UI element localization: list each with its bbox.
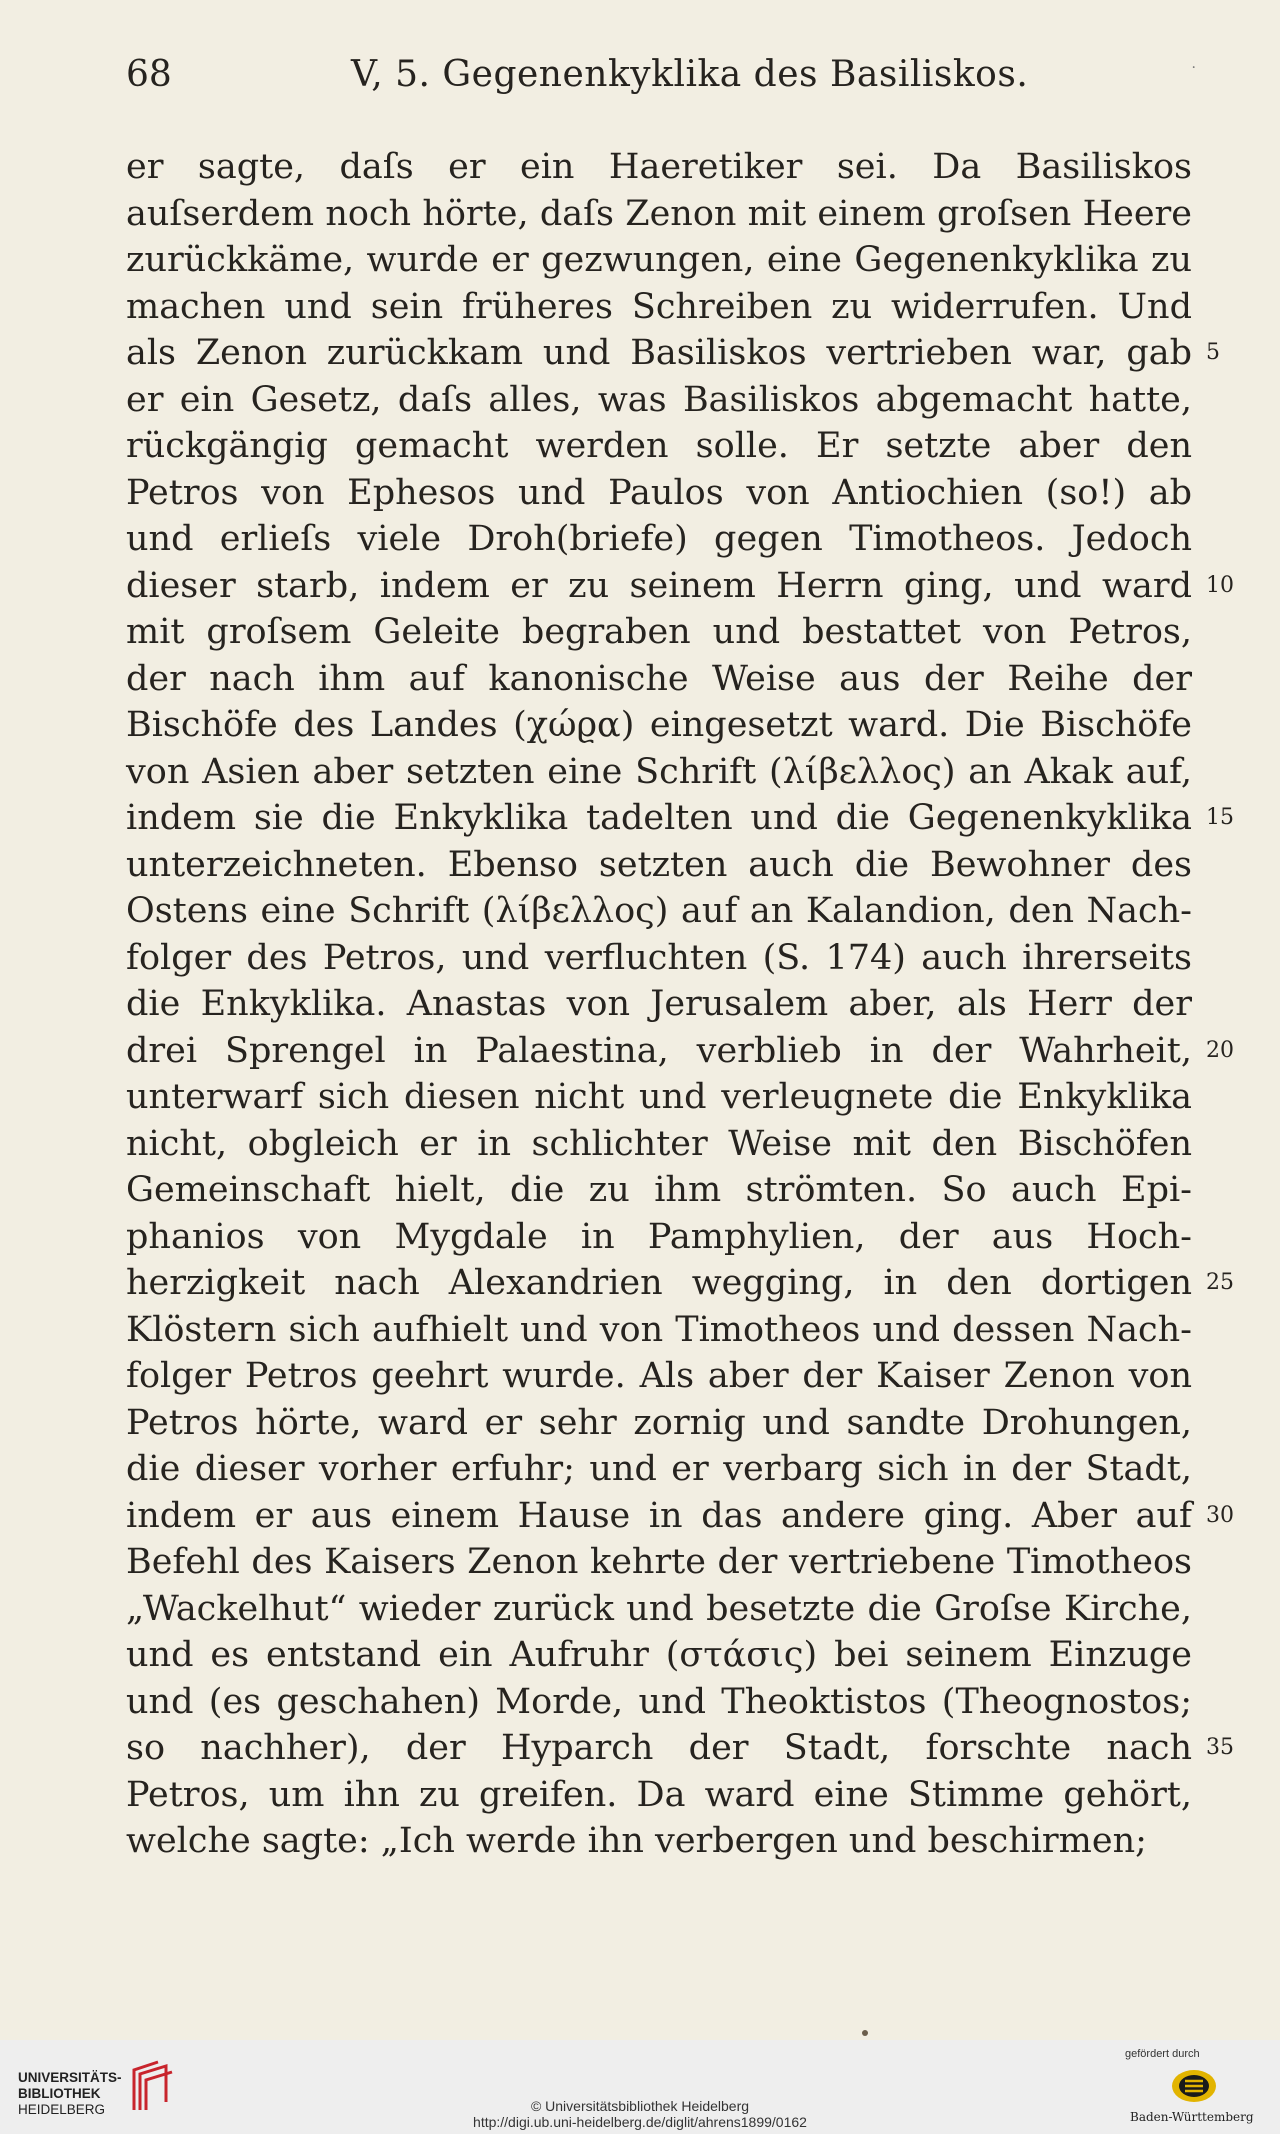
text-line <box>126 237 1192 284</box>
line-number: 15 <box>1206 805 1234 830</box>
line-text: Petros von Ephesos und Paulos von Antiochien (so!) ab <box>126 472 1192 513</box>
baden-wuerttemberg-crest-icon[interactable] <box>1170 2068 1218 2104</box>
line-text: auſserdem noch hörte, daſs Zenon mit einem groſsen Heere <box>126 193 1192 234</box>
text-line <box>126 1446 1192 1493</box>
funded-by-label: gefördert durch <box>1125 2048 1200 2060</box>
text-line <box>126 1074 1192 1121</box>
permalink[interactable]: http://digi.ub.uni-heidelberg.de/diglit/ahrens1899/0162 <box>473 2114 807 2130</box>
line-text: phanios von Mygdale in Pamphylien, der aus Hoch- <box>126 1216 1192 1257</box>
text-line <box>126 749 1192 796</box>
text-line <box>126 1772 1192 1819</box>
line-text: mit groſsem Geleite begraben und bestattet von Petros, <box>126 612 1192 652</box>
text-line <box>126 1307 1192 1354</box>
line-text: und es entstand ein Aufruhr (στάσις) bei seinem Einzuge <box>126 1635 1192 1675</box>
text-line <box>126 191 1192 238</box>
line-text: nicht, obgleich er in schlichter Weise mit den Bischöfen <box>126 1123 1192 1164</box>
line-text: und (es geschahen) Morde, und Theoktistos (Theognostos; <box>126 1681 1192 1722</box>
line-text: indem er aus einem Hause in das andere ging. Aber auf <box>126 1495 1192 1536</box>
line-text: welche sagte: „Ich werde ihn verbergen und beschirmen; <box>126 1821 1147 1861</box>
text-line <box>126 1400 1192 1447</box>
line-text: rückgängig gemacht werden solle. Er setzte aber den <box>126 426 1192 466</box>
line-text: er ein Gesetz, daſs alles, was Basiliskos abgemacht hatte, <box>126 379 1192 420</box>
ink-speck <box>862 2030 868 2036</box>
text-line <box>126 795 1234 842</box>
footer-bar <box>0 2040 1280 2134</box>
text-line <box>126 1493 1234 1540</box>
text-line <box>126 981 1192 1028</box>
text-line <box>126 1539 1192 1586</box>
line-text: unterwarf sich diesen nicht und verleugnete die Enkyklika <box>126 1077 1192 1117</box>
line-number: 30 <box>1206 1502 1234 1528</box>
text-line <box>126 935 1192 982</box>
line-text: Bischöfe des Landes (χώϱα) eingesetzt ward. Die Bischöfe <box>126 705 1192 745</box>
text-line <box>126 377 1192 424</box>
line-text: Befehl des Kaisers Zenon kehrte der vertriebene Timotheos <box>126 1542 1192 1582</box>
copyright-block <box>0 2098 1280 2130</box>
text-line <box>126 842 1192 889</box>
text-line <box>126 1260 1234 1307</box>
line-text: dieser starb, indem er zu seinem Herrn ging, und ward <box>126 565 1192 606</box>
text-line <box>126 888 1192 935</box>
line-text: er sagte, daſs er ein Haeretiker sei. Da Basiliskos <box>126 147 1192 187</box>
library-line-2: BIBLIOTHEK <box>18 2086 101 2101</box>
text-line <box>126 1167 1192 1214</box>
text-line <box>126 1725 1234 1772</box>
line-text: Ostens eine Schrift (λίβελλος) auf an Kalandion, den Nach- <box>126 891 1192 931</box>
text-line <box>126 1679 1192 1726</box>
line-text: und erlieſs viele Droh(briefe) gegen Timotheos. Jedoch <box>126 519 1192 559</box>
line-number: 10 <box>1206 572 1234 598</box>
page-header <box>126 54 1196 110</box>
text-line <box>126 1586 1192 1633</box>
line-text: Klöstern sich aufhielt und von Timotheos und dessen Nach- <box>126 1309 1192 1350</box>
text-line <box>126 1632 1192 1679</box>
line-number: 25 <box>1206 1270 1234 1295</box>
funder-name: Baden-Württemberg <box>1130 2110 1254 2124</box>
text-line <box>126 702 1192 749</box>
line-number: 20 <box>1206 1037 1234 1063</box>
line-text: der nach ihm auf kanonische Weise aus der Reihe der <box>126 658 1192 699</box>
text-line <box>126 1121 1192 1168</box>
line-text: Petros hörte, ward er sehr zornig und sandte Drohungen, <box>126 1402 1192 1443</box>
line-text: folger des Petros, und verfluchten (S. 174) auch ihrerseits <box>126 937 1192 978</box>
scan-mark: · <box>1191 60 1196 76</box>
line-text: unterzeichneten. Ebenso setzten auch die Bewohner des <box>126 844 1192 885</box>
text-line <box>126 1028 1234 1075</box>
line-text: die Enkyklika. Anastas von Jerusalem aber, als Herr der <box>126 984 1192 1024</box>
text-line <box>126 330 1220 377</box>
text-line <box>126 1818 1192 1865</box>
line-text: folger Petros geehrt wurde. Als aber der Kaiser Zenon von <box>126 1356 1192 1396</box>
line-text: als Zenon zurückkam und Basiliskos vertrieben war, gab <box>126 333 1192 373</box>
line-text: machen und sein früheres Schreiben zu widerrufen. Und <box>126 286 1192 327</box>
text-line <box>126 1214 1192 1261</box>
line-text: von Asien aber setzten eine Schrift (λίβελλος) an Akak auf, <box>126 751 1192 792</box>
line-text: drei Sprengel in Palaestina, verblieb in der Wahrheit, <box>126 1030 1192 1071</box>
line-number: 5 <box>1206 340 1220 365</box>
body-text <box>126 144 1234 1865</box>
line-text: herzigkeit nach Alexandrien wegging, in den dortigen <box>126 1263 1192 1303</box>
running-title: V, 5. Gegenenkyklika des Basiliskos. <box>351 54 1029 95</box>
line-number: 35 <box>1206 1735 1234 1760</box>
text-line <box>126 284 1192 331</box>
line-text: die dieser vorher erfuhr; und er verbarg sich in der Stadt, <box>126 1449 1192 1489</box>
text-line <box>126 516 1192 563</box>
line-text: zurückkäme, wurde er gezwungen, eine Gegenenkyklika zu <box>126 240 1192 280</box>
line-text: indem sie die Enkyklika tadelten und die Gegenenkyklika <box>126 798 1192 838</box>
text-line <box>126 470 1192 517</box>
text-line <box>126 423 1192 470</box>
library-line-1: UNIVERSITÄTS- <box>18 2070 122 2085</box>
line-text: Gemeinschaft hielt, die zu ihm strömten. So auch Epi- <box>126 1170 1192 1210</box>
copyright-text: © Universitätsbibliothek Heidelberg <box>530 2098 750 2114</box>
page-number: 68 <box>126 54 172 95</box>
line-text: „Wackelhut“ wieder zurück und besetzte die Groſse Kirche, <box>126 1588 1192 1629</box>
text-line <box>126 609 1192 656</box>
line-text: so nachher), der Hyparch der Stadt, forschte nach <box>126 1728 1192 1768</box>
library-line-3: HEIDELBERG <box>18 2102 106 2117</box>
line-text: Petros, um ihn zu greifen. Da ward eine Stimme gehört, <box>126 1774 1192 1815</box>
text-line <box>126 1353 1192 1400</box>
text-line <box>126 144 1192 191</box>
text-line <box>126 563 1234 610</box>
text-line <box>126 656 1192 703</box>
